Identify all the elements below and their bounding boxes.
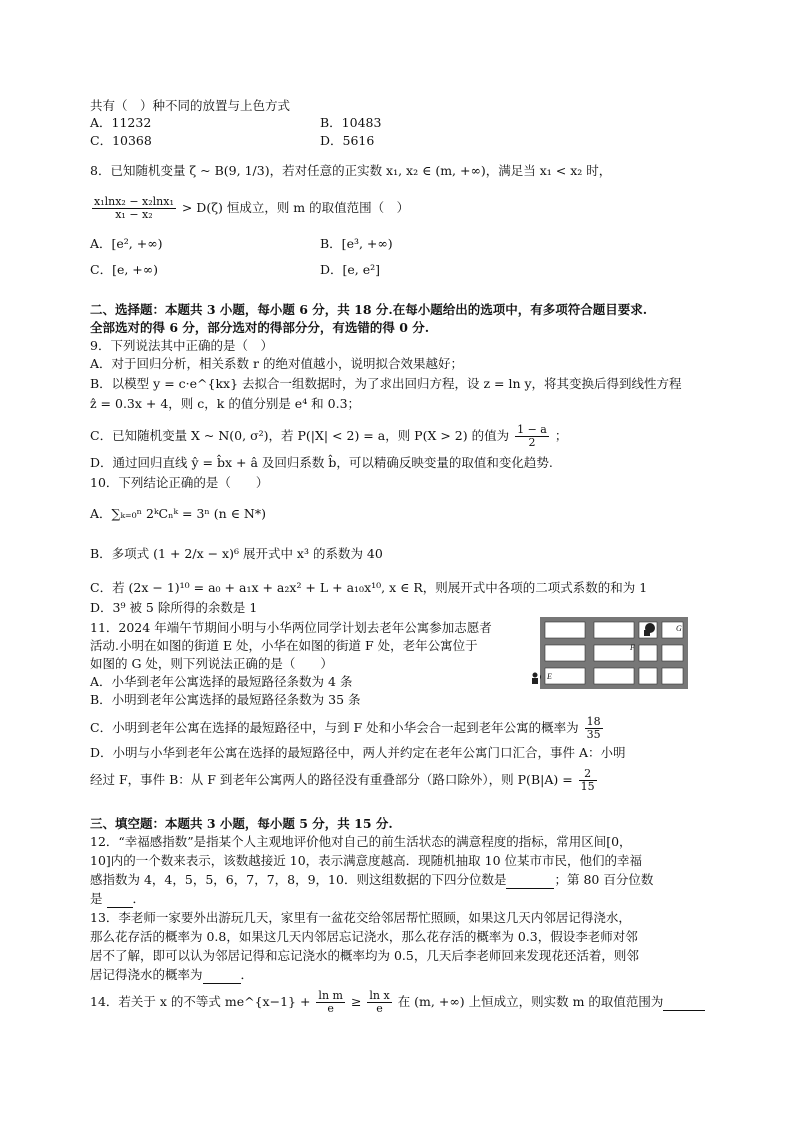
- q13-line2: 那么花存活的概率为 0.8，如果这几天内邻居忘记浇水，那么花存活的概率为 0.3，假设李老师对邻: [90, 929, 638, 944]
- q13-line1: 13．李老师一家要外出游玩几天，家里有一盆花交给邻居帮忙照顾，如果这几天内邻居记得浇水，: [90, 910, 631, 925]
- q13-text: 居记得浇水的概率为: [90, 967, 203, 982]
- q13-blank: [203, 967, 241, 984]
- q9-option-a: A．对于回归分析，相关系数 r 的绝对值越小，说明拟合效果越好；: [90, 356, 463, 371]
- q12-text-b: ；第 80 百分位数: [554, 872, 654, 887]
- q12-text-d: ．: [132, 891, 146, 906]
- q11-option-b: B．小明到老年公寓选择的最短路径条数为 35 条: [90, 692, 361, 707]
- q11-c-text: C．小明到老年公寓在选择的最短路径中，与到 F 处和小华会合一起到老年公寓的概率为: [90, 720, 579, 735]
- q8-option-b: B．[e³, +∞): [320, 236, 393, 251]
- q9-option-c: [90, 424, 567, 449]
- q9-stem: 9．下列说法其中正确的是（ ）: [90, 338, 273, 353]
- q12-line3: [90, 872, 653, 889]
- q10-stem: 10．下列结论正确的是（ ）: [90, 475, 269, 490]
- q14-blank: [663, 994, 705, 1011]
- q11-c-num: 18: [586, 715, 601, 728]
- q11-line1: 11．2024 年端午节期间小明与小华两位同学计划去老年公寓参加志愿者: [90, 620, 492, 635]
- q12-blank-2: [107, 891, 133, 908]
- q14-fraction-2: [367, 990, 391, 1015]
- section3-heading: 三、填空题：本题共 3 小题，每小题 5 分，共 15 分.: [90, 816, 393, 831]
- q9-c-text: C．已知随机变量 X ~ N(0, σ²)，若 P(|X| < 2) = a，则 P(X > 2) 的值为: [90, 428, 510, 443]
- q8-options-row2: [90, 262, 381, 278]
- q7-option-a: A．11232: [90, 115, 152, 130]
- q11-c-den: 35: [586, 728, 601, 741]
- q7-option-c: C．10368: [90, 133, 152, 148]
- q11-d-text: 经过 F，事件 B：从 F 到老年公寓两人的路径没有重叠部分（路口除外），则 P(B|A) =: [90, 772, 573, 787]
- q14-f2-den: e: [376, 1002, 383, 1015]
- q14-f1-num: ln m: [318, 989, 343, 1002]
- q12-blank-1: [506, 872, 554, 889]
- q11-option-d-cont: [90, 768, 599, 793]
- q8-option-a: A．[e², +∞): [90, 236, 163, 251]
- person-marker-icon: [530, 672, 540, 684]
- fig-label-f: F: [630, 643, 635, 652]
- q11-option-a: A．小华到老年公寓选择的最短路径条数为 4 条: [90, 674, 353, 689]
- q9-c-post: ；: [554, 428, 568, 443]
- q10-option-a: A．∑ₖ₌₀ⁿ 2ᵏCₙᵏ = 3ⁿ (n ∈ N*): [90, 506, 266, 521]
- q7-option-d: D．5616: [320, 133, 375, 148]
- q11-d-den: 15: [580, 780, 595, 793]
- q14-f2-num: ln x: [369, 989, 390, 1002]
- q8-fraction: [92, 196, 176, 221]
- q8-condition-rest: > D(ζ) 恒成立，则 m 的取值范围（ ）: [181, 200, 410, 215]
- q13-text-b: ．: [240, 967, 254, 982]
- q12-line4: [90, 891, 145, 908]
- q12-text: 感指数为 4，4，5，5，6，7，7，8，9，10．则这组数据的下四分位数是: [90, 872, 507, 887]
- q11-d-num: 2: [579, 768, 597, 781]
- q7-stem: 共有（ ）种不同的放置与上色方式: [90, 98, 291, 113]
- street-grid-figure: [540, 617, 688, 689]
- section2-heading-2: 全部选对的得 6 分，部分选对的得部分分，有选错的得 0 分.: [90, 320, 430, 335]
- q7-options-row1: [90, 115, 382, 131]
- fig-label-g: G: [676, 624, 682, 633]
- q10-option-d: D．3⁹ 被 5 除所得的余数是 1: [90, 600, 258, 615]
- q14-fraction-1: [316, 990, 345, 1015]
- q14-line: [90, 990, 705, 1015]
- q8-option-c: C．[e, +∞): [90, 262, 159, 277]
- q11-line2: 活动.小明在如图的街道 E 处，小华在如图的街道 F 处，老年公寓位于: [90, 638, 478, 653]
- fig-label-e: E: [547, 672, 552, 681]
- q10-option-c: C．若 (2x − 1)¹⁰ = a₀ + a₁x + a₂x² + L + a₁₀x¹⁰, x ∈ R，则展开式中各项的二项式系数的和为 1: [90, 580, 648, 595]
- q10-option-b: B．多项式 (1 + 2/x − x)⁶ 展开式中 x³ 的系数为 40: [90, 546, 383, 561]
- q7-option-b: B．10483: [320, 115, 382, 130]
- q8-frac-num: x₁lnx₂ − x₂lnx₁: [94, 195, 174, 208]
- section2-heading: 二、选择题：本题共 3 小题，每小题 6 分，共 18 分.在每小题给出的选项中，有多项符合题目要求.: [90, 302, 648, 317]
- q8-frac-den: x₁ − x₂: [115, 208, 153, 221]
- q12-line2: 10]内的一个数来表示，该数越接近 10，表示满意度越高．现随机抽取 10 位某市市民，他们的幸福: [90, 853, 643, 868]
- q14-text-pre: 14．若关于 x 的不等式 me^{x−1} +: [90, 994, 311, 1009]
- q8-options-row1: [90, 236, 393, 252]
- q7-options-row2: [90, 133, 375, 149]
- q11-d-fraction: [579, 768, 597, 793]
- q8-stem: 8．已知随机变量 ζ ~ B(9, 1/3)，若对任意的正实数 x₁, x₂ ∈ (m, +∞)，满足当 x₁ < x₂ 时，: [90, 163, 612, 178]
- q8-option-d: D．[e, e²]: [320, 262, 381, 277]
- q9-option-b-cont: ẑ = 0.3x + 4，则 c，k 的值分别是 e⁴ 和 0.3；: [90, 396, 361, 411]
- q14-f1-den: e: [327, 1002, 334, 1015]
- grid-blocks: [545, 622, 683, 684]
- q14-text-post: 在 (m, +∞) 上恒成立，则实数 m 的取值范围为: [397, 994, 664, 1009]
- q12-line1: 12．“幸福感指数”是指某个人主观地评价他对自己的前生活状态的满意程度的指标，常用区间[0，: [90, 834, 632, 849]
- q13-line4: [90, 967, 253, 984]
- q9-c-fraction: [515, 424, 549, 449]
- q9-c-den: 2: [528, 436, 536, 449]
- q9-c-num: 1 − a: [517, 423, 547, 436]
- q8-condition: [90, 196, 409, 221]
- q9-option-d: D．通过回归直线 ŷ = b̂x + â 及回归系数 b̂，可以精确反映变量的取值和变化趋势.: [90, 455, 553, 470]
- q11-option-c: [90, 716, 605, 741]
- q14-geq: ≥: [350, 994, 362, 1009]
- q13-line3: 居不了解，即可以认为邻居记得和忘记浇水的概率均为 0.5，几天后李老师回来发现花还活着，则邻: [90, 948, 639, 963]
- q11-c-fraction: [585, 716, 603, 741]
- q12-text-c: 是: [90, 891, 103, 906]
- q9-option-b: B．以模型 y = c·e^{kx} 去拟合一组数据时，为了求出回归方程，设 z = ln y，将其变换后得到线性方程: [90, 376, 682, 391]
- q11-option-d: D．小明与小华到老年公寓在选择的最短路径中，两人并约定在老年公寓门口汇合，事件 A：小明: [90, 745, 626, 760]
- q11-line3: 如图的 G 处，则下列说法正确的是（ ）: [90, 656, 333, 671]
